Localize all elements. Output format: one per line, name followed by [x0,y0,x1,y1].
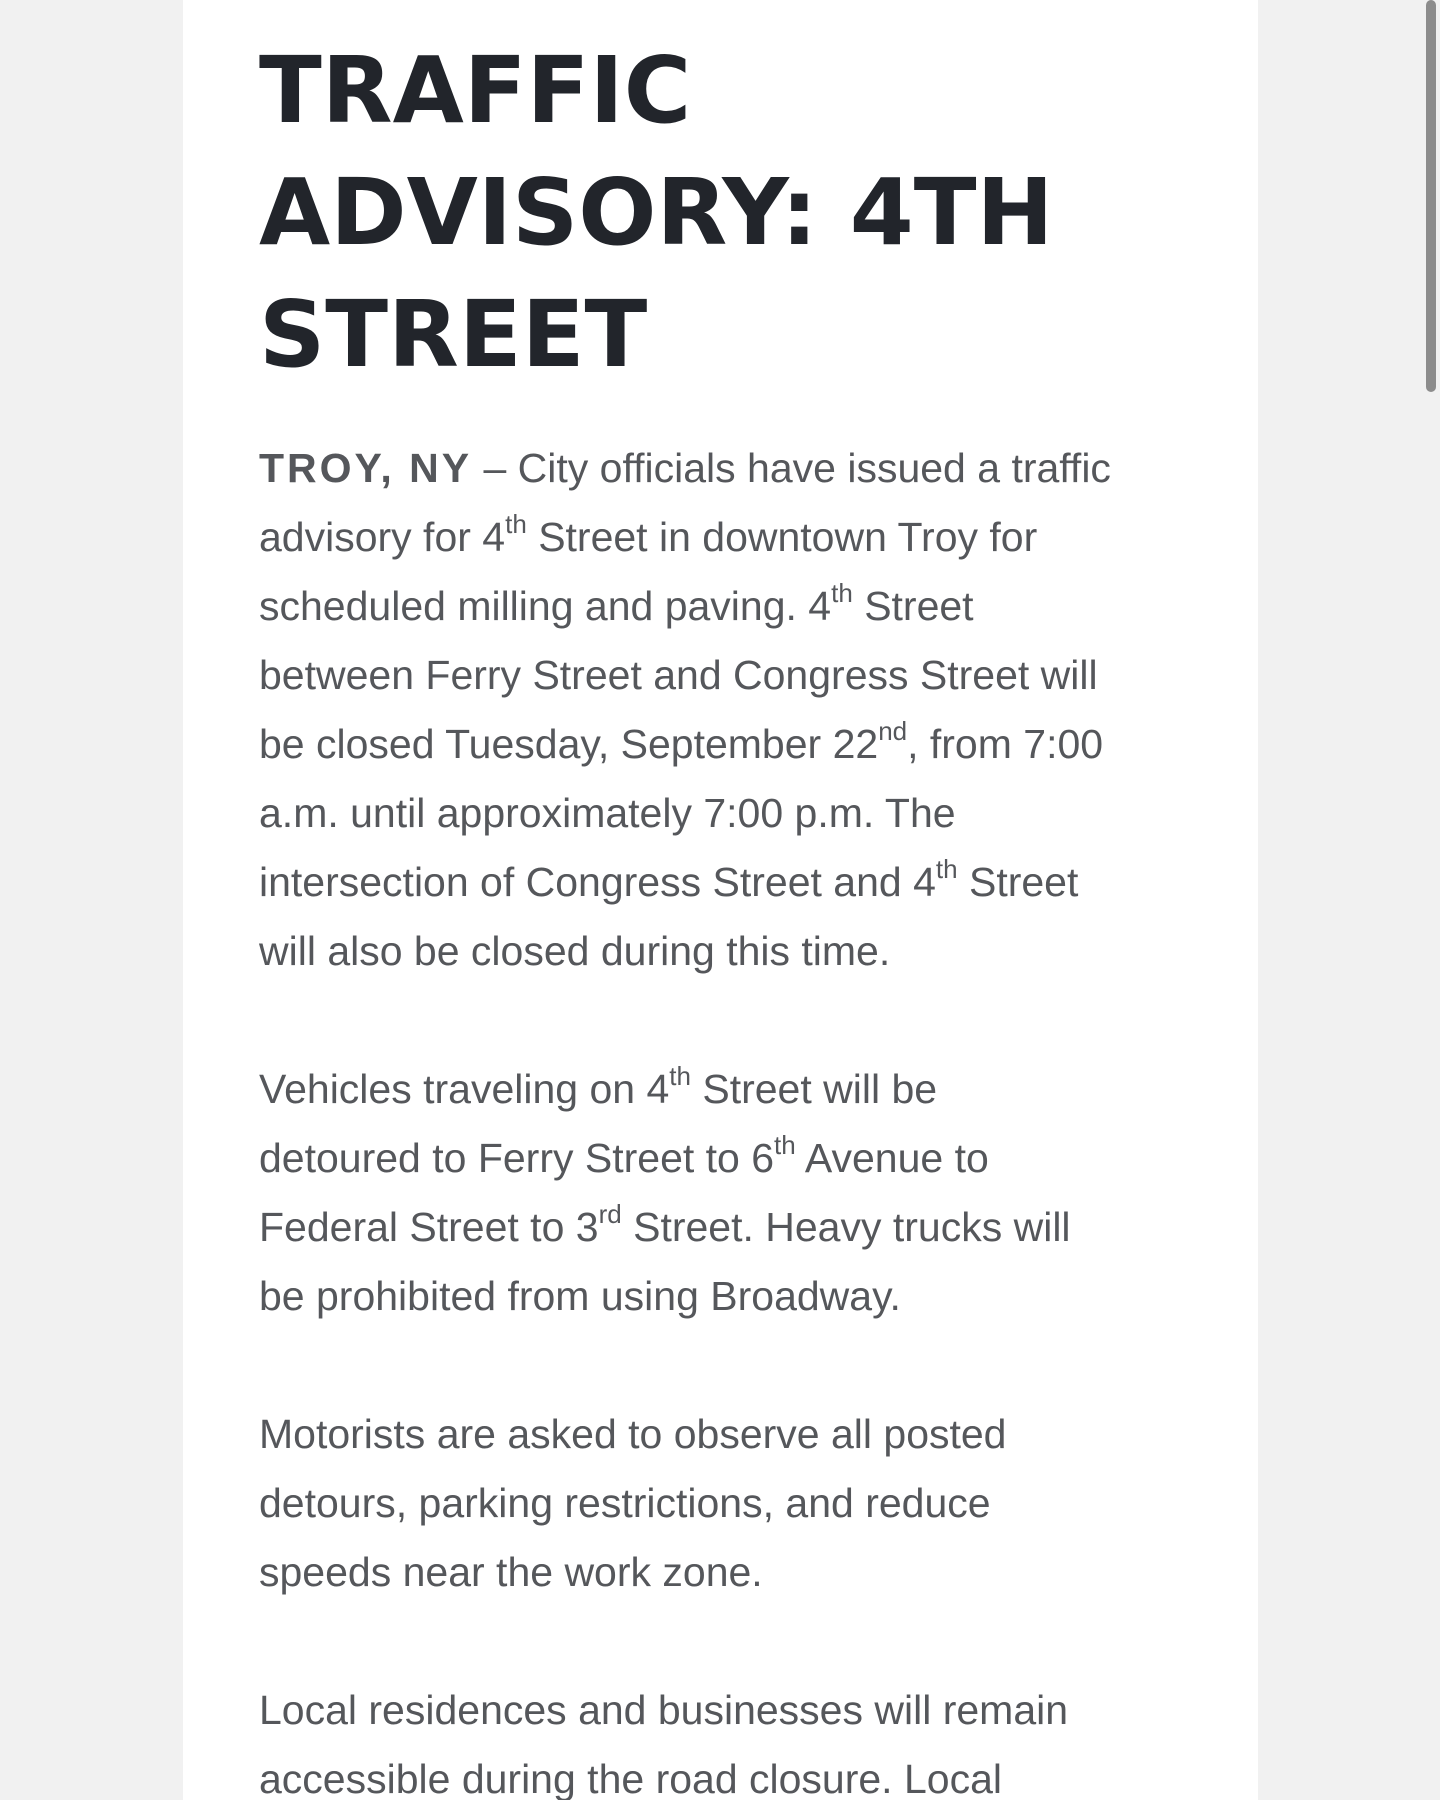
paragraph-1 [259,434,1258,986]
scrollbar-thumb[interactable] [1426,0,1436,392]
text-segment: Street will be [690,1066,938,1112]
paragraph-3-line-1: Motorists are asked to observe all posted [259,1411,1007,1457]
dateline: TROY, NY [259,445,473,491]
text-segment: Federal Street to 3 [259,1204,599,1250]
text-segment: Vehicles traveling on 4 [259,1066,670,1112]
paragraph-2-line-2 [259,1124,1258,1193]
paragraph-4 [259,1676,1258,1800]
ordinal-suffix: th [505,509,527,539]
ordinal-suffix: rd [598,1199,622,1229]
paragraph-1-line-5 [259,710,1258,779]
paragraph-3-line-3: speeds near the work zone. [259,1549,763,1595]
text-segment: intersection of Congress Street and 4 [259,859,936,905]
paragraph-1-line-1-text: – City officials have issued a traffic [472,445,1111,491]
text-segment: Street [957,859,1079,905]
article-title [259,30,1159,396]
scrollbar-track[interactable] [1418,0,1440,1800]
paragraph-2-line-1 [259,1055,1258,1124]
paragraph-1-line-6: a.m. until approximately 7:00 p.m. The [259,790,956,836]
article-title-line-1: TRAFFIC [259,37,692,144]
text-segment: , from 7:00 [907,721,1104,767]
text-segment: Avenue to [795,1135,989,1181]
paragraph-4-line-2: accessible during the road closure. Local [259,1756,1002,1800]
text-segment: detoured to Ferry Street to 6 [259,1135,775,1181]
text-segment: be closed Tuesday, September 22 [259,721,879,767]
text-segment: Street in downtown Troy for [526,514,1038,560]
article-content [259,30,1258,1800]
paragraph-2-line-4: be prohibited from using Broadway. [259,1273,901,1319]
article-title-line-3: STREET [259,281,648,388]
text-segment: Street [852,583,974,629]
paragraph-1-line-1 [259,434,1258,503]
paragraph-1-line-2 [259,503,1258,572]
paragraph-3 [259,1400,1258,1607]
paragraph-2 [259,1055,1258,1331]
text-segment: Street. Heavy trucks will [621,1204,1071,1250]
ordinal-suffix: nd [878,716,908,746]
paragraph-1-line-8: will also be closed during this time. [259,928,891,974]
article-title-line-2: ADVISORY: 4TH [259,159,1054,266]
article-body [259,434,1258,1800]
ordinal-suffix: th [774,1130,796,1160]
paragraph-2-line-3 [259,1193,1258,1262]
paragraph-1-line-7 [259,848,1258,917]
paragraph-1-line-3 [259,572,1258,641]
ordinal-suffix: th [831,578,853,608]
ordinal-suffix: th [935,854,958,884]
paragraph-1-line-4: between Ferry Street and Congress Street will [259,652,1098,698]
paragraph-3-line-2: detours, parking restrictions, and reduce [259,1480,991,1526]
text-segment: scheduled milling and paving. 4 [259,583,832,629]
paragraph-4-line-1: Local residences and businesses will remain [259,1687,1069,1733]
ordinal-suffix: th [669,1061,691,1091]
text-segment: advisory for 4 [259,514,506,560]
article-card [183,0,1258,1800]
